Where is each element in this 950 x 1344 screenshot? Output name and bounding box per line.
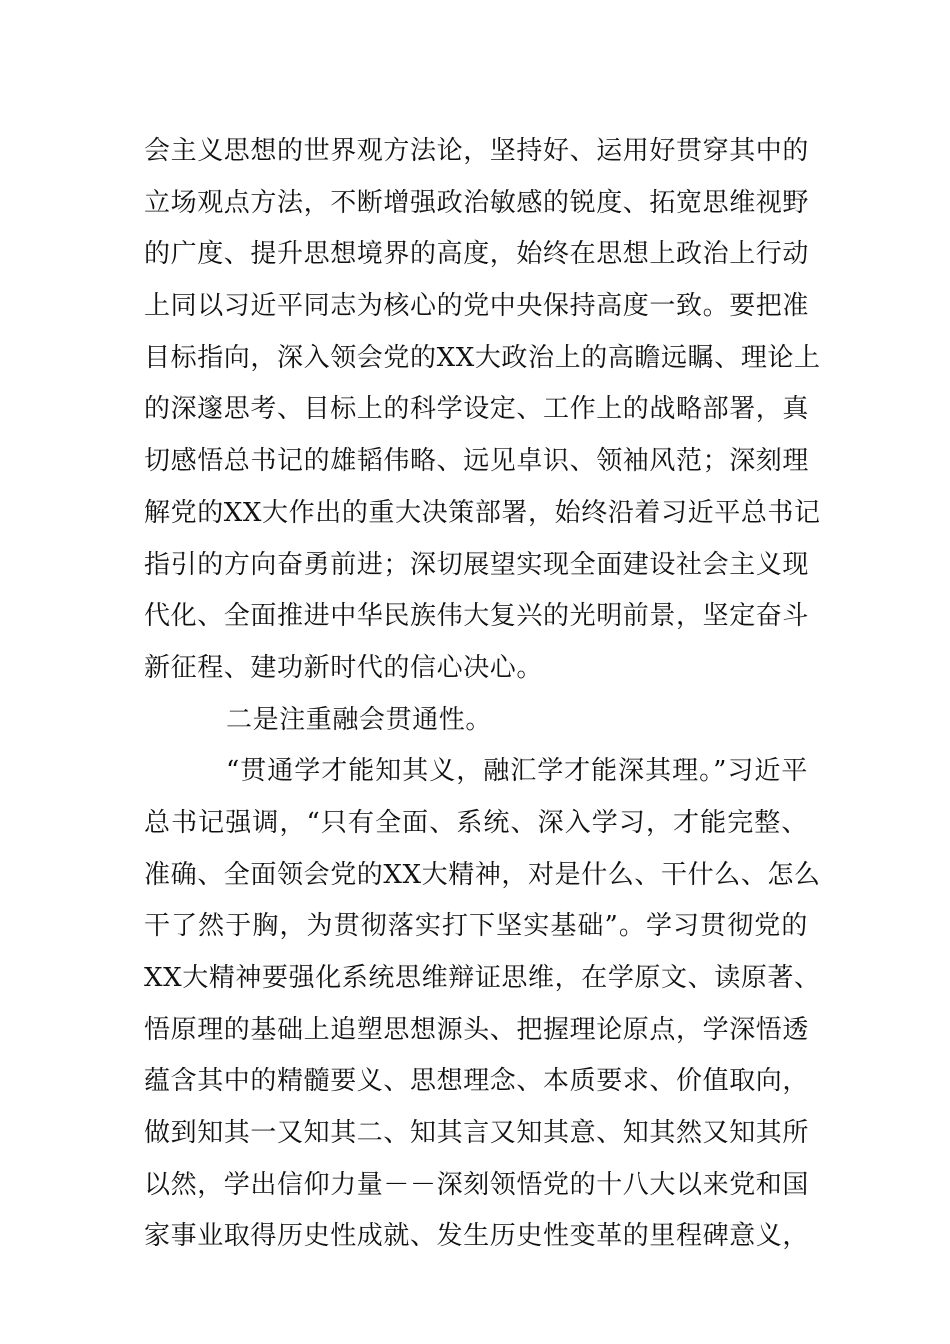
paragraph-1-line: 代化、全面推进中华民族伟大复兴的光明前景，坚定奋斗 [144,601,810,632]
paragraph-2-line: 蕴含其中的精髓要义、思想理念、本质要求、价值取向， [144,1066,810,1097]
paragraph-2-first-line: “贯通学才能知其义，融汇学才能深其理。”习近平 [226,756,808,787]
paragraph-2-line: 准确、全面领会党的XX大精神，对是什么、干什么、怎么 [144,859,821,890]
paragraph-2-line: XX大精神要强化系统思维辩证思维，在学原文、读原著、 [144,963,821,993]
paragraph-2-line: 总书记强调，“只有全面、系统、深入学习，才能完整、 [144,807,808,838]
paragraph-1-line: 解党的XX大作出的重大决策部署，始终沿着习近平总书记 [144,497,821,528]
paragraph-1-line: 切感悟总书记的雄韬伟略、远见卓识、领袖风范；深刻理 [144,446,810,477]
paragraph-1-line: 指引的方向奋勇前进；深切展望实现全面建设社会主义现 [144,549,810,580]
paragraph-1-line: 目标指向，深入领会党的XX大政治上的高瞻远瞩、理论上 [144,342,821,373]
paragraph-1-line: 立场观点方法，不断增强政治敏感的锐度、拓宽思维视野 [144,187,810,218]
paragraph-2-line: 做到知其一又知其二、知其言又知其意、知其然又知其所 [144,1118,810,1149]
paragraph-2-line: 家事业取得历史性成就、发生历史性变革的里程碑意义， [144,1221,810,1252]
paragraph-2-line: 悟原理的基础上追塑思想源头、把握理论原点，学深悟透 [144,1014,810,1045]
section-heading: 二是注重融会贯通性。 [226,704,493,735]
paragraph-2-line: 以然，学出信仰力量－－深刻领悟党的十八大以来党和国 [144,1169,810,1200]
paragraph-1-line: 的深邃思考、目标上的科学设定、工作上的战略部署，真 [144,394,810,425]
paragraph-1-line: 上同以习近平同志为核心的党中央保持高度一致。要把准 [144,291,810,322]
document-body [144,126,821,1263]
paragraph-1-line: 会主义思想的世界观方法论，坚持好、运用好贯穿其中的 [144,136,810,166]
paragraph-1-line: 的广度、提升思想境界的高度，始终在思想上政治上行动 [144,239,810,270]
paragraph-2-line: 干了然于胸，为贯彻落实打下坚实基础”。学习贯彻党的 [144,911,808,942]
paragraph-1-last-line: 新征程、建功新时代的信心决心。 [144,652,544,683]
